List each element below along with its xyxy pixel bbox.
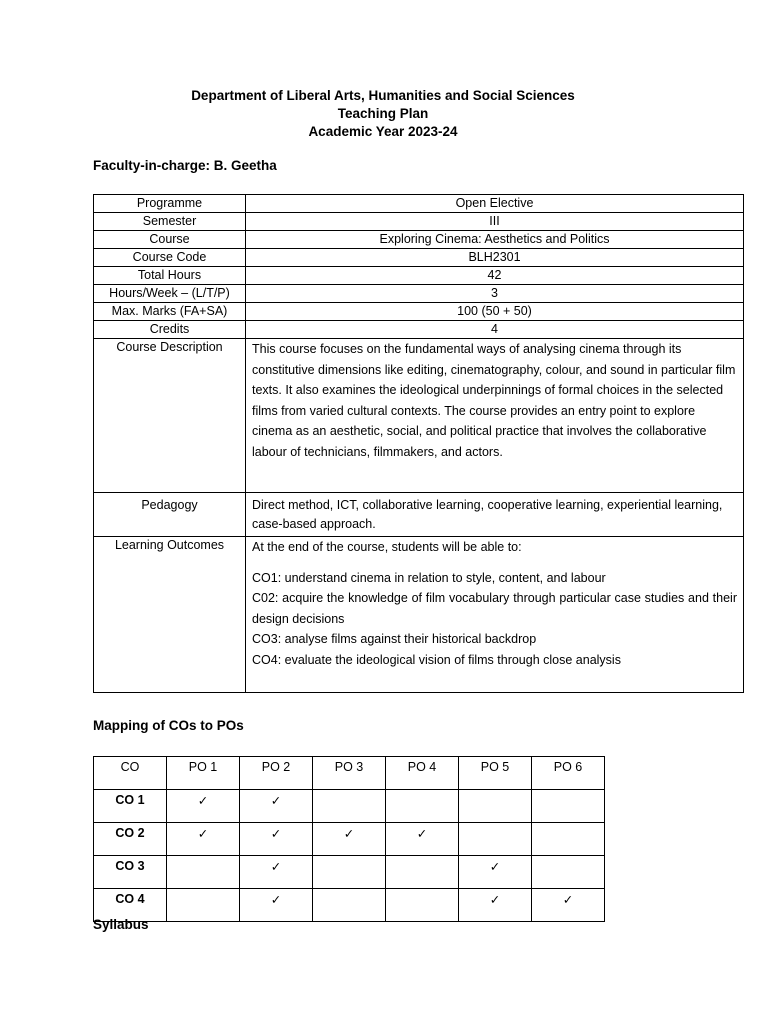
- course-info-table: [93, 194, 744, 693]
- pedagogy-text: Direct method, ICT, collaborative learning, cooperative learning, experiential learning, case-based approach.: [246, 493, 744, 537]
- info-key: Hours/Week – (L/T/P): [94, 285, 246, 303]
- check-cell: [167, 856, 240, 889]
- check-cell: ✓: [459, 889, 532, 922]
- info-key: Course Code: [94, 249, 246, 267]
- check-cell: ✓: [167, 823, 240, 856]
- outcome-item: CO3: analyse films against their historical backdrop: [252, 632, 537, 646]
- outcome-item: CO1: understand cinema in relation to style, content, and labour: [252, 570, 606, 585]
- mapping-header-cell: PO 6: [532, 757, 605, 790]
- check-cell: [532, 790, 605, 823]
- check-cell: [313, 889, 386, 922]
- info-key: Max. Marks (FA+SA): [94, 303, 246, 321]
- mapping-header-cell: PO 5: [459, 757, 532, 790]
- mapping-header-cell: PO 3: [313, 757, 386, 790]
- co-label: CO 1: [94, 790, 167, 823]
- learning-outcomes-cell: [246, 537, 744, 693]
- check-cell: [313, 856, 386, 889]
- info-value: 3: [246, 285, 744, 303]
- outcome-item: C02: acquire the knowledge of film vocabulary through particular case studies and their design decisions: [252, 591, 737, 626]
- mapping-row: [94, 889, 605, 922]
- check-cell: [386, 889, 459, 922]
- check-cell: [386, 856, 459, 889]
- course-description-row: [94, 339, 744, 493]
- check-cell: [459, 790, 532, 823]
- co-po-mapping-table: [93, 756, 605, 922]
- academic-year: Academic Year 2023-24: [308, 124, 458, 139]
- info-row: [94, 249, 744, 267]
- info-key: Total Hours: [94, 267, 246, 285]
- info-row: [94, 213, 744, 231]
- info-value: Open Elective: [246, 195, 744, 213]
- info-row: [94, 267, 744, 285]
- mapping-row: [94, 790, 605, 823]
- check-cell: [386, 790, 459, 823]
- check-cell: ✓: [459, 856, 532, 889]
- info-row: [94, 195, 744, 213]
- mapping-header-cell: PO 2: [240, 757, 313, 790]
- co-label: CO 2: [94, 823, 167, 856]
- info-row: [94, 231, 744, 249]
- info-row: [94, 321, 744, 339]
- syllabus-heading: Syllabus: [93, 917, 149, 932]
- info-key: Programme: [94, 195, 246, 213]
- info-value: 100 (50 + 50): [246, 303, 744, 321]
- info-row: [94, 303, 744, 321]
- outcome-item: CO4: evaluate the ideological vision of films through close analysis: [252, 652, 621, 667]
- check-cell: ✓: [240, 889, 313, 922]
- check-cell: [313, 790, 386, 823]
- mapping-row: [94, 856, 605, 889]
- info-key: Course: [94, 231, 246, 249]
- mapping-header-cell: PO 4: [386, 757, 459, 790]
- info-value: 42: [246, 267, 744, 285]
- department-title: Department of Liberal Arts, Humanities and Social Sciences: [191, 88, 575, 103]
- pedagogy-label: Pedagogy: [94, 493, 246, 537]
- learning-outcomes-label: Learning Outcomes: [94, 537, 246, 693]
- mapping-row: [94, 823, 605, 856]
- course-description-text: This course focuses on the fundamental ways of analysing cinema through its constitutive dimensions like editing, cinematography, colour, and sound in particular film texts. It also examines the ideological underpinnings of formal choices in the selected films from varied cultural contexts. The course provides an entry point to explore cinema as an aesthetic, social, and political practice that involves the collaborative labour of technicians, filmmakers, and actors.: [246, 339, 744, 493]
- check-cell: ✓: [240, 823, 313, 856]
- info-value: 4: [246, 321, 744, 339]
- check-cell: ✓: [532, 889, 605, 922]
- plan-title: Teaching Plan: [337, 106, 429, 121]
- faculty-in-charge: Faculty-in-charge: B. Geetha: [93, 158, 277, 173]
- learning-outcomes-intro: At the end of the course, students will be able to:: [252, 540, 522, 554]
- check-cell: [532, 856, 605, 889]
- check-cell: ✓: [167, 790, 240, 823]
- check-cell: [459, 823, 532, 856]
- document-heading: [0, 87, 766, 141]
- info-value: BLH2301: [246, 249, 744, 267]
- learning-outcomes-row: [94, 537, 744, 693]
- mapping-title: Mapping of COs to POs: [93, 718, 244, 733]
- mapping-header-cell: CO: [94, 757, 167, 790]
- info-key: Credits: [94, 321, 246, 339]
- check-cell: ✓: [240, 790, 313, 823]
- info-key: Semester: [94, 213, 246, 231]
- info-value: Exploring Cinema: Aesthetics and Politics: [246, 231, 744, 249]
- mapping-header-cell: PO 1: [167, 757, 240, 790]
- check-cell: [167, 889, 240, 922]
- co-label: CO 3: [94, 856, 167, 889]
- info-value: III: [246, 213, 744, 231]
- pedagogy-row: [94, 493, 744, 537]
- check-cell: ✓: [386, 823, 459, 856]
- course-description-label: Course Description: [94, 339, 246, 493]
- check-cell: ✓: [240, 856, 313, 889]
- mapping-header-row: [94, 757, 605, 790]
- info-row: [94, 285, 744, 303]
- check-cell: [532, 823, 605, 856]
- co-label: CO 4: [94, 889, 167, 922]
- check-cell: ✓: [313, 823, 386, 856]
